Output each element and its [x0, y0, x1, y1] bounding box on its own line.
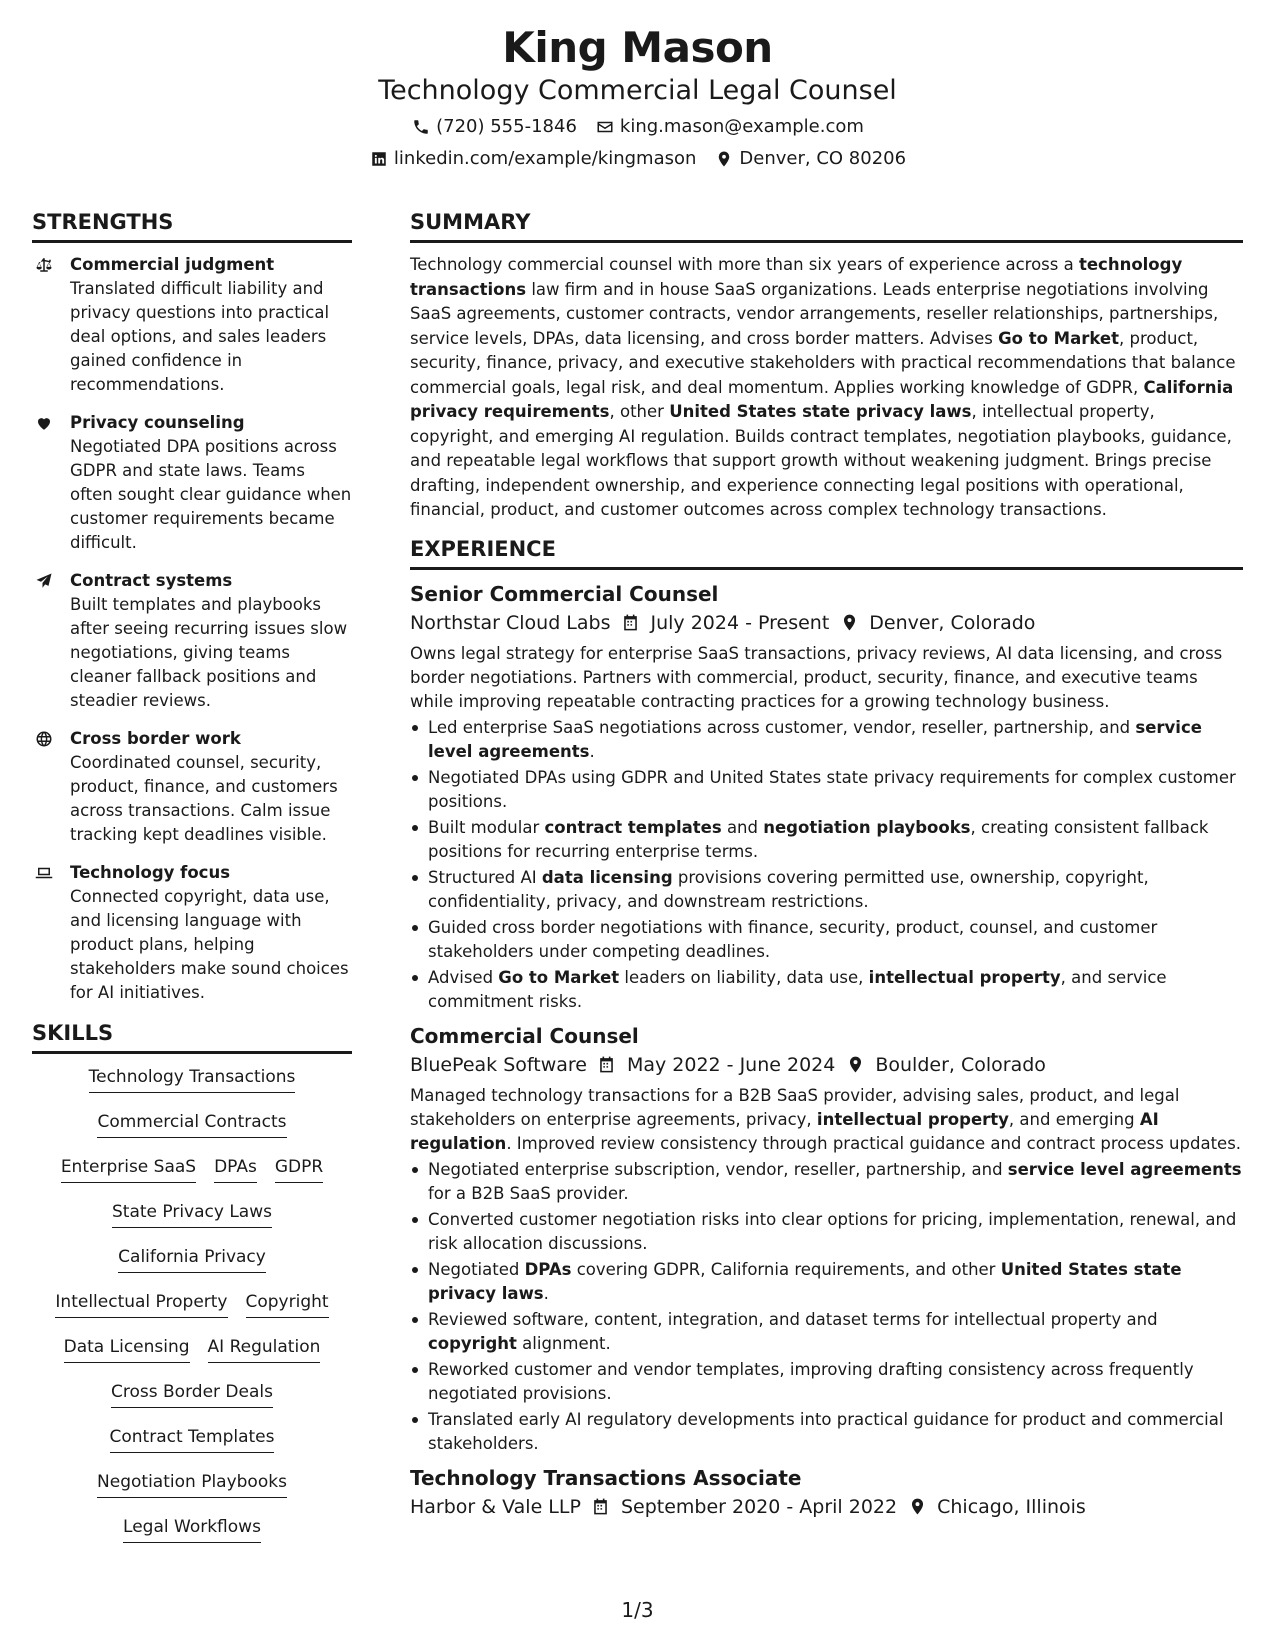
strength-text: Connected copyright, data use, and licensing language with product plans, helping stakeholders make sound choices for AI initiatives. [70, 887, 349, 1002]
skill-tag: Technology Transactions [89, 1064, 296, 1093]
strength-item [32, 569, 352, 713]
phone-text[interactable]: (720) 555-1846 [436, 116, 577, 137]
text-run: alignment. [516, 1333, 611, 1353]
strength-text: Coordinated counsel, security, product, finance, and customers across transactions. Calm issue tracking kept deadlines visible. [70, 753, 338, 844]
bold-text: technology transactions [410, 255, 1183, 299]
strength-text: Negotiated DPA positions across GDPR and state laws. Teams often sought clear guidance when customer requirements became difficult. [70, 437, 352, 552]
job-entry [410, 1464, 1243, 1522]
text-run: law firm and in house SaaS organizations. Leads enterprise negotiations involving SaaS agreements, customer contracts, vendor arrangements, reseller relationships, partnerships, service levels, DPAs, data licensing, and cross border matters. Advises [410, 279, 1219, 348]
bold-text: DPAs [524, 1259, 572, 1279]
bold-text: California privacy requirements [410, 377, 1234, 421]
skill-row [32, 1064, 352, 1109]
job-title: Commercial Counsel [410, 1023, 639, 1048]
skill-tag: Negotiation Playbooks [97, 1469, 287, 1498]
skill-row [32, 1154, 352, 1199]
bullet-item [410, 766, 1243, 814]
text-run: Negotiated [428, 1259, 525, 1279]
text-run: , creating consistent fallback positions for recurring enterprise terms. [428, 817, 1209, 861]
skill-tag: Commercial Contracts [97, 1109, 286, 1138]
email-text[interactable]: king.mason@example.com [619, 116, 864, 137]
calendar-icon [620, 613, 640, 633]
skill-tag: Intellectual Property [55, 1289, 227, 1318]
strengths-heading: STRENGTHS [32, 208, 352, 243]
skills-heading: SKILLS [32, 1019, 352, 1054]
resume-header [0, 0, 1275, 174]
text-run: and [721, 817, 764, 837]
bold-text: data licensing [541, 867, 673, 887]
text-run: covering GDPR, California requirements, and other [571, 1259, 1001, 1279]
text-run: . [589, 741, 595, 761]
skill-row [32, 1379, 352, 1424]
laptop-icon [32, 863, 56, 883]
strength-title: Technology focus [70, 863, 231, 882]
text-run: for a B2B SaaS provider. [428, 1183, 629, 1203]
job-description: Owns legal strategy for enterprise SaaS transactions, privacy reviews, AI data licensing, and cross border negotiations. Partners with commercial, product, security, finance, and executive teams while improving repeatable contracting practices for a growing technology business. [410, 643, 1223, 711]
envelope-icon [595, 117, 615, 137]
map-pin-icon [839, 613, 859, 633]
page-number: 1/3 [621, 1598, 654, 1622]
skill-row [32, 1469, 352, 1514]
bold-text: contract templates [544, 817, 722, 837]
job-dates: September 2020 - April 2022 [620, 1495, 898, 1518]
text-run: , other [609, 402, 670, 421]
job-entry [410, 580, 1243, 1014]
text-run: leaders on liability, data use, [619, 967, 869, 987]
bullet-item [410, 1358, 1243, 1406]
job-bullets [410, 1158, 1243, 1456]
contact-row-2 [0, 144, 1275, 174]
text-run: , and service commitment risks. [428, 967, 1167, 1011]
bullet-item [410, 1408, 1243, 1456]
job-meta [410, 1492, 1243, 1522]
job-location: Boulder, Colorado [875, 1053, 1046, 1076]
skill-row [32, 1244, 352, 1289]
heart-icon [32, 413, 56, 433]
scale-icon [32, 255, 56, 275]
linkedin-contact [369, 144, 697, 174]
map-pin-icon [907, 1497, 927, 1517]
phone-icon [411, 117, 431, 137]
job-dates: July 2024 - Present [650, 611, 830, 634]
skill-row [32, 1424, 352, 1469]
strength-title: Commercial judgment [70, 255, 275, 274]
bold-text: intellectual property [816, 1109, 1009, 1129]
bullet-item [410, 916, 1243, 964]
bold-text: service level agreements [1007, 1159, 1242, 1179]
text-run: Converted customer negotiation risks into clear options for pricing, implementation, renewal, and risk allocation discussions. [428, 1209, 1237, 1253]
bullet-item [410, 1308, 1243, 1356]
bullet-item [410, 866, 1243, 914]
bold-text: Go to Market [998, 328, 1119, 348]
job-location: Chicago, Illinois [937, 1495, 1086, 1518]
text-run: Negotiated DPAs using GDPR and United States state privacy requirements for complex customer positions. [428, 767, 1236, 811]
bullet-item [410, 966, 1243, 1014]
skill-row [32, 1514, 352, 1559]
bold-text: United States state privacy laws [669, 402, 972, 421]
text-run: Led enterprise SaaS negotiations across customer, vendor, reseller, partnership, and [428, 717, 1136, 737]
linkedin-icon [369, 149, 389, 169]
text-run: Managed technology transactions for a B2B SaaS provider, advising sales, product, and legal stakeholders on enterprise agreements, privacy, [410, 1085, 1180, 1129]
email-contact [595, 112, 864, 142]
bullet-item [410, 1258, 1243, 1306]
candidate-title: Technology Commercial Legal Counsel [378, 75, 897, 106]
summary-heading: SUMMARY [410, 208, 1243, 243]
summary-text [410, 253, 1243, 523]
map-pin-icon [845, 1055, 865, 1075]
skill-row [32, 1289, 352, 1334]
bullet-item [410, 716, 1243, 764]
text-run: Advised [428, 967, 499, 987]
skill-tag: AI Regulation [208, 1334, 321, 1363]
paper-plane-icon [32, 571, 56, 591]
text-run: , intellectual property, copyright, and emerging AI regulation. Builds contract templates, negotiation playbooks, guidance, and repeatable legal workflows that support growth without weakening judgment. Brings precise drafting, independent ownership, and experience connecting legal positions with operational, financial, product, and customer outcomes across complex technology transactions. [410, 402, 1232, 519]
calendar-icon [597, 1055, 617, 1075]
job-entry [410, 1022, 1243, 1456]
text-run: Structured AI [428, 867, 542, 887]
bold-text: service level agreements [428, 717, 1202, 761]
bullet-item [410, 1208, 1243, 1256]
bullet-item [410, 1158, 1243, 1206]
text-run: Guided cross border negotiations with finance, security, product, counsel, and customer stakeholders under competing deadlines. [428, 917, 1158, 961]
text-run: Built modular [428, 817, 545, 837]
bold-text: intellectual property [868, 967, 1061, 987]
experience-heading: EXPERIENCE [410, 535, 1243, 570]
map-pin-icon [714, 149, 734, 169]
company-name: Northstar Cloud Labs [410, 611, 611, 634]
skill-row [32, 1199, 352, 1244]
job-title: Senior Commercial Counsel [410, 581, 719, 606]
company-name: BluePeak Software [410, 1053, 587, 1076]
text-run: Reworked customer and vendor templates, improving drafting consistency across frequently negotiated provisions. [428, 1359, 1194, 1403]
candidate-name: King Mason [502, 23, 773, 72]
contact-row-1 [0, 112, 1275, 142]
text-run: , and emerging [1008, 1109, 1140, 1129]
bold-text: AI regulation [410, 1109, 1159, 1153]
text-run: Translated early AI regulatory developments into practical guidance for product and commercial stakeholders. [428, 1409, 1224, 1453]
bold-text: Go to Market [498, 967, 620, 987]
job-meta [410, 1050, 1243, 1080]
strength-title: Privacy counseling [70, 413, 245, 432]
strength-item [32, 861, 352, 1005]
phone-contact [411, 112, 577, 142]
text-run: Negotiated enterprise subscription, vendor, reseller, partnership, and [428, 1159, 1008, 1179]
skill-tag: DPAs [214, 1154, 257, 1183]
job-dates: May 2022 - June 2024 [626, 1053, 836, 1076]
strength-text: Built templates and playbooks after seeing recurring issues slow negotiations, giving teams cleaner fallback positions and steadier reviews. [70, 595, 348, 710]
job-location: Denver, Colorado [869, 611, 1036, 634]
skill-tag: Cross Border Deals [111, 1379, 273, 1408]
job-bullets [410, 716, 1243, 1014]
bullet-item [410, 816, 1243, 864]
skills-list [32, 1064, 352, 1559]
strength-item [32, 253, 352, 397]
strength-item [32, 411, 352, 555]
job-title: Technology Transactions Associate [410, 1465, 802, 1490]
job-description [410, 1084, 1243, 1156]
bold-text: United States state privacy laws [428, 1259, 1182, 1303]
skill-tag: Copyright [246, 1289, 329, 1318]
skill-tag: Contract Templates [110, 1424, 275, 1453]
company-name: Harbor & Vale LLP [410, 1495, 581, 1518]
skill-tag: State Privacy Laws [112, 1199, 272, 1228]
strength-title: Cross border work [70, 729, 241, 748]
left-column [32, 208, 352, 1559]
bold-text: negotiation playbooks [763, 817, 971, 837]
globe-icon [32, 729, 56, 749]
skill-row [32, 1109, 352, 1154]
skill-tag: Data Licensing [64, 1334, 190, 1363]
text-run: . Improved review consistency through practical guidance and contract process updates. [506, 1133, 1242, 1153]
strength-text: Translated difficult liability and privacy questions into practical deal options, and sales leaders gained confidence in recommendations. [70, 279, 330, 394]
text-run: , product, security, finance, privacy, and executive stakeholders with practical recommendations that balance commercial goals, legal risk, and deal momentum. Applies working knowledge of GDPR, [410, 328, 1236, 397]
skill-row [32, 1334, 352, 1379]
text-run: Reviewed software, content, integration, and dataset terms for intellectual property and [428, 1309, 1158, 1329]
skill-tag: Legal Workflows [123, 1514, 261, 1543]
strength-item [32, 727, 352, 847]
location-text: Denver, CO 80206 [739, 148, 907, 169]
strength-title: Contract systems [70, 571, 233, 590]
bold-text: copyright [428, 1333, 517, 1353]
text-run: Technology commercial counsel with more than six years of experience across a [410, 255, 1079, 274]
skill-tag: California Privacy [118, 1244, 266, 1273]
text-run: provisions covering permitted use, ownership, copyright, confidentiality, privacy, and downstream restrictions. [428, 867, 1149, 911]
skill-tag: Enterprise SaaS [61, 1154, 196, 1183]
text-run: . [543, 1283, 549, 1303]
calendar-icon [591, 1497, 611, 1517]
skill-tag: GDPR [275, 1154, 323, 1183]
right-column [410, 208, 1243, 1526]
location-contact [714, 144, 906, 174]
linkedin-text[interactable]: linkedin.com/example/kingmason [393, 148, 697, 169]
job-meta [410, 608, 1243, 638]
